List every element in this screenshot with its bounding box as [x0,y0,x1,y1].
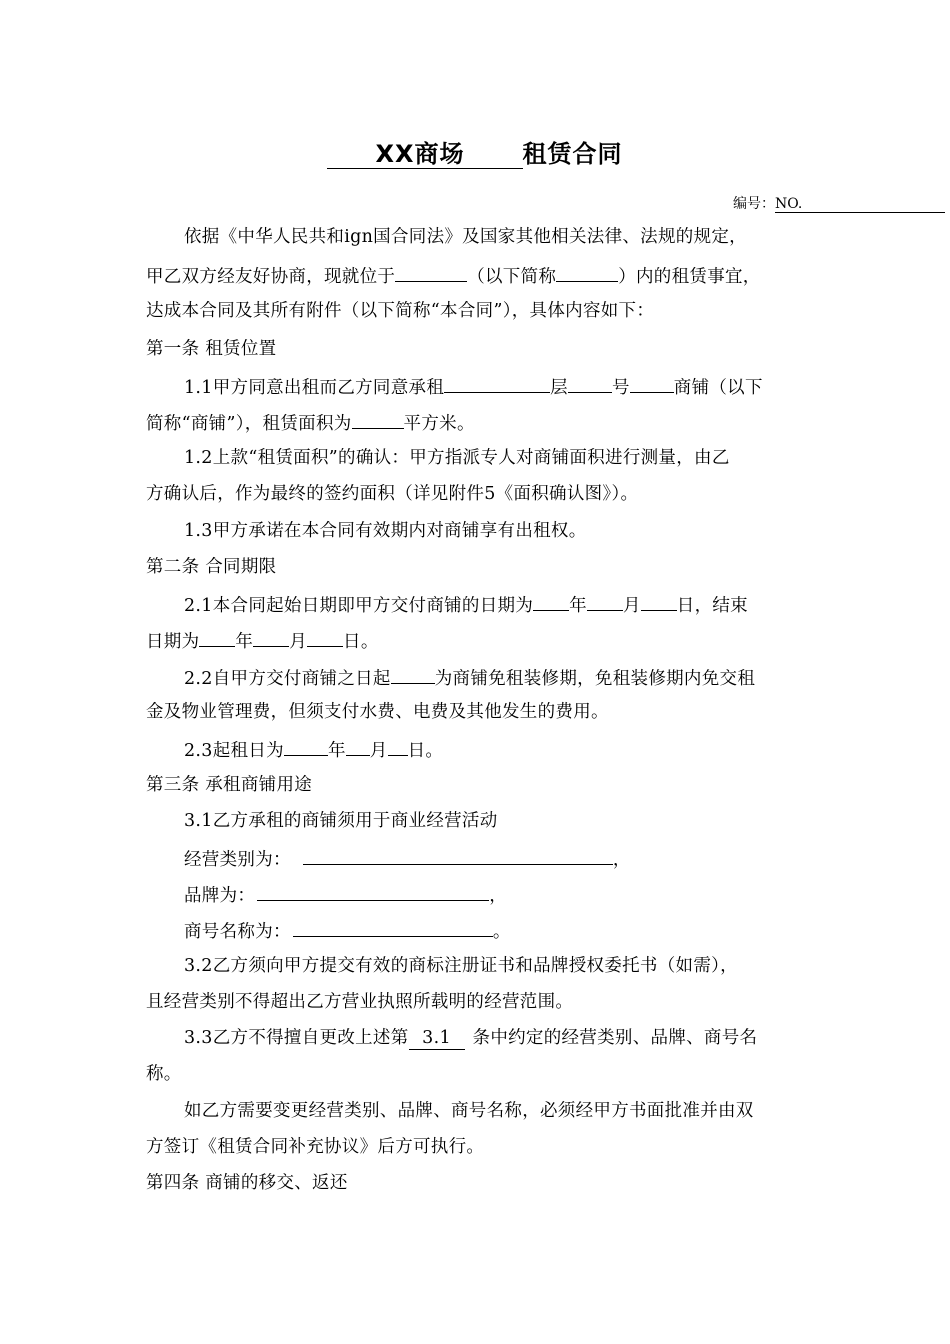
title-suffix: 租赁合同 [522,140,623,168]
article-2-heading: 第二条 合同期限 [146,557,277,577]
floor-blank [568,370,612,393]
start-year-blank [533,588,569,611]
trade-name-line: 商号名称为： 。 [184,914,511,944]
intro-line-1: 依据《中华人民共和ign国合同法》及国家其他相关法律、法规的规定， [184,227,747,247]
article-4-heading: 第四条 商铺的移交、返还 [146,1173,348,1193]
business-category-blank [303,842,613,865]
change-paragraph-line-2: 方签订《租赁合同补充协议》后方可执行。 [146,1137,485,1157]
title-blank-left [327,142,375,169]
end-day-blank [307,624,343,647]
article-3-heading: 第三条 承租商铺用途 [146,775,313,795]
location-blank [395,259,467,282]
intro-line-3: 达成本合同及其所有附件（以下简称“本合同”），具体内容如下： [146,301,655,321]
clause-3-3-line-2: 称。 [146,1064,182,1084]
clause-2-1-line-2: 日期为 年 月 日。 [146,624,379,654]
trade-name-blank [293,914,493,937]
clause-2-3: 2.3起租日为 年 月 日。 [184,733,443,763]
rent-day-blank [388,733,408,756]
title-mall-name: XX商场 [375,140,465,168]
clause-1-1-line-2: 简称“商铺”），租赁面积为 平方米。 [146,406,475,436]
doc-no-value: NO. [775,196,945,213]
clause-3-3-line-1: 3.3乙方不得擅自更改上述第 3.1 条中约定的经营类别、品牌、商号名 [184,1028,758,1048]
end-month-blank [253,624,289,647]
short-name-blank [556,259,618,282]
doc-no-label: 编号： [733,196,775,212]
contract-title [0,134,950,169]
document-number [733,193,950,213]
clause-1-3: 1.3甲方承诺在本合同有效期内对商铺享有出租权。 [184,521,587,541]
start-day-blank [641,588,677,611]
brand-line: 品牌为： ， [184,878,507,908]
clause-1-2-line-2: 方确认后，作为最终的签约面积（详见附件5《面积确认图》）。 [146,484,639,504]
clause-1-1-line-1: 1.1甲方同意出租而乙方同意承租 层 号 商铺（以下 [184,370,763,400]
rent-year-blank [284,733,328,756]
clause-2-1-line-1: 2.1本合同起始日期即甲方交付商铺的日期为 年 月 日，结束 [184,588,748,618]
title-blank-right [465,142,523,169]
clause-1-2-line-1: 1.2上款“租赁面积”的确认：甲方指派专人对商铺面积进行测量，由乙 [184,448,730,468]
intro-line-2: 甲乙双方经友好协商，现就位于 （以下简称 ）内的租赁事宜， [146,259,761,289]
end-year-blank [199,624,235,647]
clause-3-2-line-2: 且经营类别不得超出乙方营业执照所载明的经营范围。 [146,992,574,1012]
building-blank [444,370,550,393]
business-category-line: 经营类别为： ， [184,842,631,872]
clause-3-2-line-1: 3.2乙方须向甲方提交有效的商标注册证书和品牌授权委托书（如需）， [184,956,738,976]
brand-blank [257,878,489,901]
unit-blank [630,370,674,393]
clause-reference: 3.1 [409,1027,465,1050]
article-1-heading: 第一条 租赁位置 [146,339,277,359]
rent-month-blank [346,733,370,756]
fitout-period-blank [391,661,435,684]
area-blank [352,406,404,429]
change-paragraph-line-1: 如乙方需要变更经营类别、品牌、商号名称，必须经甲方书面批准并由双 [184,1101,754,1121]
clause-2-2-line-1: 2.2自甲方交付商铺之日起 为商铺免租装修期，免租装修期内免交租 [184,661,755,691]
start-month-blank [587,588,623,611]
clause-2-2-line-2: 金及物业管理费，但须支付水费、电费及其他发生的费用。 [146,702,609,722]
clause-3-1: 3.1乙方承租的商铺须用于商业经营活动 [184,811,498,831]
